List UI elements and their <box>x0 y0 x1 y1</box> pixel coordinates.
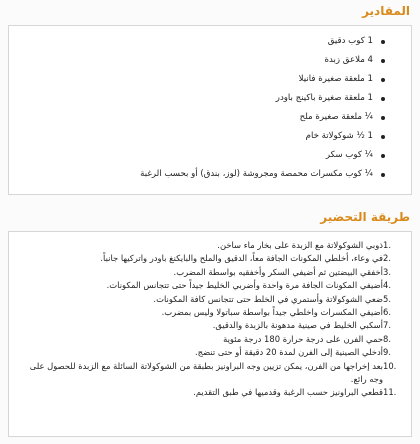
step-number: 8. <box>383 333 391 344</box>
preparation-step <box>15 386 403 399</box>
preparation-title: طريقة التحضير <box>320 210 410 224</box>
preparation-step <box>15 279 403 292</box>
preparation-step <box>15 360 403 387</box>
bullet-icon <box>381 173 385 177</box>
ingredient-text: ¼ ملعقة صغيرة ملح <box>299 112 373 122</box>
ingredient-item <box>17 146 401 165</box>
preparation-step <box>15 252 403 265</box>
bullet-icon <box>381 135 385 139</box>
preparation-step <box>15 293 403 306</box>
bullet-icon <box>381 59 385 63</box>
step-text: حمي الفرن على درجة حرارة 180 درجة مئوية <box>223 333 383 344</box>
bullet-icon <box>381 154 385 158</box>
ingredient-text: ¼ كوب سكر <box>325 150 373 160</box>
preparation-step <box>15 346 403 359</box>
step-text: في وعاء، أخلطي المكونات الجافة معاً، الدقيق والملح والبايكنغ باودر واتركيها جانباً. <box>100 253 383 264</box>
step-text: قطعي البراونيز حسب الرغبة وقدميها في طبق التقديم. <box>193 387 383 398</box>
preparation-steps-list <box>15 239 403 400</box>
step-number: 3. <box>383 266 391 277</box>
ingredient-item <box>17 127 401 146</box>
bullet-icon <box>381 97 385 101</box>
recipe-page <box>0 1 420 444</box>
ingredient-text: 1 ملعقة صغيرة باكينج باودر <box>275 93 373 103</box>
step-text: أضيفي المكونات الجافة مرة واحدة وأضربي الخليط جيداً حتى تتجانس المكونات. <box>106 280 383 291</box>
step-number: 1. <box>383 240 391 250</box>
step-number: 4. <box>383 280 391 291</box>
bullet-icon <box>381 40 385 44</box>
step-number: 10. <box>383 360 397 371</box>
step-number: 6. <box>383 307 391 318</box>
step-number: 2. <box>383 253 391 264</box>
ingredient-text: 1 ملعقة صغيرة فانيلا <box>298 74 373 84</box>
preparation-step <box>15 239 403 252</box>
preparation-step <box>15 266 403 279</box>
step-text: أسكبي الخليط في صينية مدهونة بالزبدة والدقيق. <box>212 320 383 331</box>
step-number: 5. <box>383 293 391 304</box>
ingredient-item <box>17 70 401 89</box>
step-text: أدخلي الصينية إلى الفرن لمدة 20 دقيقة أو حتى تنضج. <box>195 347 383 358</box>
bullet-icon <box>381 78 385 82</box>
ingredients-list <box>17 32 401 184</box>
step-text: بعد إخراجها من الفرن، يمكن تزيين وجه البراونيز بطبقة من الشوكولاتة السائلة مع الزبدة للحصول على وجه رائع. <box>29 360 383 385</box>
ingredients-card <box>8 25 412 195</box>
ingredient-item <box>17 32 401 51</box>
ingredient-text: 1 كوب دقيق <box>327 36 373 46</box>
step-number: 9. <box>383 347 391 358</box>
preparation-card <box>8 231 412 437</box>
ingredients-title: المقادير <box>362 4 410 18</box>
ingredient-item <box>17 108 401 127</box>
step-text: أضيفي المكسرات واخلطي جيداً بواسطة سباتولا وليس بمضرب. <box>161 307 383 318</box>
ingredient-item <box>17 165 401 184</box>
ingredient-text: 4 ملاعق زبدة <box>324 55 373 65</box>
step-number: 11. <box>383 387 397 398</box>
bullet-icon <box>381 116 385 120</box>
step-text: ضعي الشوكولاتة وأستمري في الخلط حتى تتجانس كافة المكونات. <box>153 293 383 304</box>
ingredient-text: 1 ½ شوكولاتة خام <box>305 131 373 141</box>
step-text: أخفقي البيضتين ثم أضيفي السكر وأخفقيه بواسطة المضرب. <box>173 266 383 277</box>
ingredient-text: ¼ كوب مكسرات محمصة ومجروشة (لوز، بندق) أو بحسب الرغبة <box>140 169 373 179</box>
step-number: 7. <box>383 320 391 331</box>
step-text: ذوبي الشوكولاتة مع الزبدة على بخار ماء ساخن. <box>217 240 383 250</box>
ingredient-item <box>17 89 401 108</box>
preparation-step <box>15 319 403 332</box>
ingredient-item <box>17 51 401 70</box>
preparation-step <box>15 306 403 319</box>
preparation-step <box>15 333 403 346</box>
